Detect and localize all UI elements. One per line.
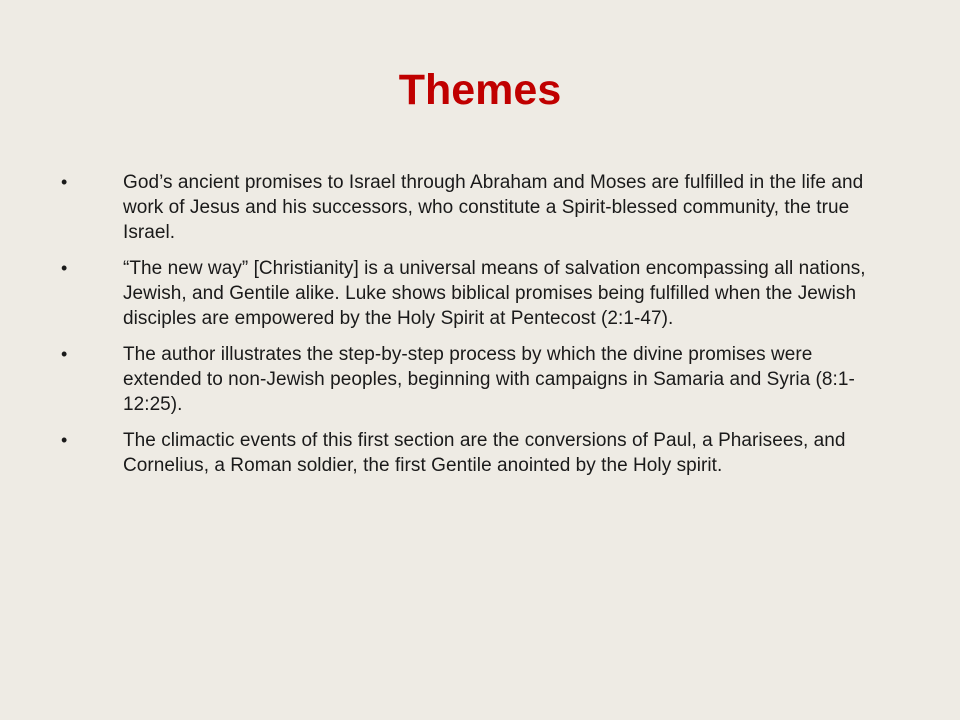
bullet-text: The climactic events of this first section are the conversions of Paul, a Pharisees, and Cornelius, a Roman soldier, the first Gentile anointed by the Holy spirit. (123, 430, 846, 476)
bullet-text: “The new way” [Christianity] is a universal means of salvation encompassing all nations, Jewish, and Gentile alike. Luke shows biblical promises being fulfilled when the Jewish disciples are empowered by the Holy Spirit at Pentecost (2:1-47). (123, 258, 866, 329)
bullet-text: God’s ancient promises to Israel through Abraham and Moses are fulfilled in the life and work of Jesus and his successors, who constitute a Spirit-blessed community, the true Israel. (123, 172, 864, 243)
bullet-list (60, 170, 880, 489)
bullet-item (60, 256, 880, 331)
bullet-icon: • (61, 258, 68, 278)
bullet-icon: • (61, 344, 68, 364)
bullet-item (60, 342, 880, 417)
bullet-item (60, 170, 880, 245)
bullet-icon: • (61, 430, 68, 450)
bullet-icon: • (61, 172, 68, 192)
slide-title: Themes (398, 66, 562, 114)
bullet-text: The author illustrates the step-by-step process by which the divine promises were extended to non-Jewish peoples, beginning with campaigns in Samaria and Syria (8:1-12:25). (123, 344, 855, 415)
bullet-item (60, 428, 880, 478)
